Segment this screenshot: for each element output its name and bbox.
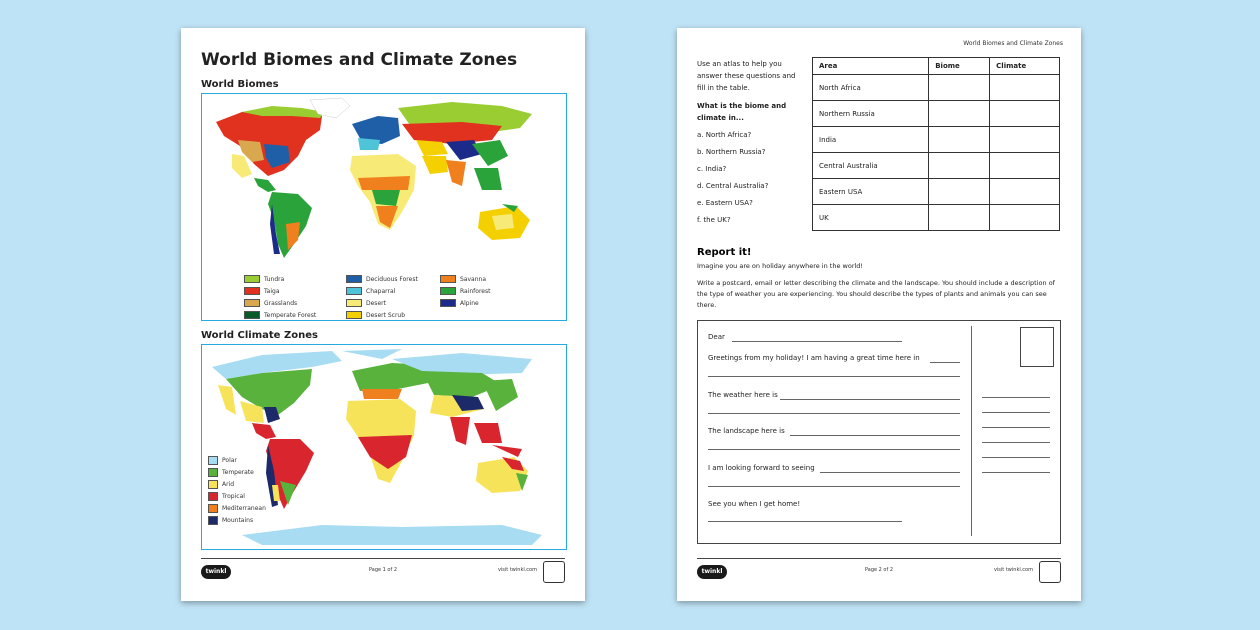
running-head: World Biomes and Climate Zones bbox=[963, 40, 1063, 47]
questions-block bbox=[697, 58, 797, 226]
biome-cell[interactable] bbox=[929, 205, 990, 231]
see-you-line: See you when I get home! bbox=[708, 500, 801, 508]
twinkl-logo: twinkl bbox=[201, 565, 231, 579]
legend-item-rainforest: Rainforest bbox=[440, 287, 490, 295]
legend-item-temperate: Temperate bbox=[208, 468, 254, 477]
legend-item-grasslands: Grasslands bbox=[244, 299, 297, 307]
table-row bbox=[813, 127, 1060, 153]
biomes-map-panel bbox=[201, 93, 567, 321]
biomes-heading: World Biomes bbox=[201, 79, 279, 90]
page-footer bbox=[201, 558, 565, 589]
climate-cell[interactable] bbox=[990, 179, 1060, 205]
stamp-box bbox=[1020, 327, 1054, 367]
quality-badge-icon bbox=[543, 561, 565, 583]
postcard bbox=[697, 320, 1061, 544]
legend-item-alpine: Alpine bbox=[440, 299, 479, 307]
legend-item-taiga: Taiga bbox=[244, 287, 280, 295]
worksheet-page-1 bbox=[181, 28, 585, 601]
legend-item-mediterranean: Mediterranean bbox=[208, 504, 266, 513]
report-heading: Report it! bbox=[697, 247, 752, 258]
climate-cell[interactable] bbox=[990, 153, 1060, 179]
report-intro: Imagine you are on holiday anywhere in the world! bbox=[697, 262, 864, 270]
biome-cell[interactable] bbox=[929, 153, 990, 179]
page-footer bbox=[697, 558, 1061, 589]
address-line[interactable] bbox=[982, 442, 1050, 443]
forward-line: I am looking forward to seeing bbox=[708, 464, 815, 472]
climate-cell[interactable] bbox=[990, 75, 1060, 101]
write-line[interactable] bbox=[732, 341, 902, 342]
address-line[interactable] bbox=[982, 472, 1050, 473]
area-cell: India bbox=[813, 127, 929, 153]
write-line[interactable] bbox=[820, 472, 960, 473]
write-line[interactable] bbox=[780, 399, 960, 400]
quality-badge-icon bbox=[1039, 561, 1061, 583]
question-item: b. Northern Russia? bbox=[697, 148, 766, 156]
worksheet-page-2 bbox=[677, 28, 1081, 601]
area-table bbox=[812, 57, 1060, 231]
climate-cell[interactable] bbox=[990, 127, 1060, 153]
question-item: d. Central Australia? bbox=[697, 182, 769, 190]
area-cell: Eastern USA bbox=[813, 179, 929, 205]
page-number: Page 1 of 2 bbox=[368, 567, 398, 573]
question-item: c. India? bbox=[697, 165, 727, 173]
visit-link[interactable]: visit twinkl.com bbox=[993, 567, 1033, 573]
address-line[interactable] bbox=[982, 397, 1050, 398]
area-cell: Northern Russia bbox=[813, 101, 929, 127]
climate-cell[interactable] bbox=[990, 101, 1060, 127]
table-header-row bbox=[813, 58, 1060, 75]
column-header: Climate bbox=[990, 58, 1060, 75]
legend-item-arid: Arid bbox=[208, 480, 234, 489]
legend-item-desert-scrub: Desert Scrub bbox=[346, 311, 405, 319]
legend-item-desert: Desert bbox=[346, 299, 386, 307]
table-row bbox=[813, 153, 1060, 179]
area-cell: UK bbox=[813, 205, 929, 231]
question-prompt: What is the biome and climate in... bbox=[697, 102, 787, 122]
write-line[interactable] bbox=[708, 486, 960, 487]
dear-line: Dear bbox=[708, 333, 725, 341]
legend-item-deciduous-forest: Deciduous Forest bbox=[346, 275, 418, 283]
legend-item-tropical: Tropical bbox=[208, 492, 245, 501]
address-line[interactable] bbox=[982, 427, 1050, 428]
write-line[interactable] bbox=[708, 521, 902, 522]
table-row bbox=[813, 179, 1060, 205]
question-item: e. Eastern USA? bbox=[697, 199, 753, 207]
landscape-line: The landscape here is bbox=[708, 427, 785, 435]
question-item: f. the UK? bbox=[697, 216, 731, 224]
area-cell: North Africa bbox=[813, 75, 929, 101]
report-instructions: Write a postcard, email or letter describing the climate and the landscape. You should include a description of the type of weather you are experiencing. You should describe the types of plants and animals you can see there. bbox=[697, 279, 1055, 309]
table-row bbox=[813, 101, 1060, 127]
page-title: World Biomes and Climate Zones bbox=[201, 50, 518, 70]
greetings-line: Greetings from my holiday! I am having a great time here in bbox=[708, 354, 920, 362]
twinkl-logo: twinkl bbox=[697, 565, 727, 579]
biome-cell[interactable] bbox=[929, 101, 990, 127]
climate-heading: World Climate Zones bbox=[201, 330, 318, 341]
address-line[interactable] bbox=[982, 412, 1050, 413]
question-item: a. North Africa? bbox=[697, 131, 752, 139]
postcard-divider bbox=[971, 326, 972, 536]
write-line[interactable] bbox=[790, 435, 960, 436]
legend-item-mountains: Mountains bbox=[208, 516, 253, 525]
write-line[interactable] bbox=[930, 362, 960, 363]
biome-cell[interactable] bbox=[929, 179, 990, 205]
weather-line: The weather here is bbox=[708, 391, 778, 399]
biome-cell[interactable] bbox=[929, 127, 990, 153]
legend-item-tundra: Tundra bbox=[244, 275, 284, 283]
page-number: Page 2 of 2 bbox=[864, 567, 894, 573]
visit-link[interactable]: visit twinkl.com bbox=[497, 567, 537, 573]
climate-world-map bbox=[202, 345, 566, 549]
write-line[interactable] bbox=[708, 376, 960, 377]
write-line[interactable] bbox=[708, 449, 960, 450]
table-row bbox=[813, 75, 1060, 101]
biome-cell[interactable] bbox=[929, 75, 990, 101]
area-cell: Central Australia bbox=[813, 153, 929, 179]
column-header: Biome bbox=[929, 58, 990, 75]
legend-item-polar: Polar bbox=[208, 456, 237, 465]
write-line[interactable] bbox=[708, 413, 960, 414]
legend-item-chaparral: Chaparral bbox=[346, 287, 395, 295]
address-line[interactable] bbox=[982, 457, 1050, 458]
legend-item-savanna: Savanna bbox=[440, 275, 486, 283]
biomes-world-map bbox=[202, 94, 566, 264]
climate-cell[interactable] bbox=[990, 205, 1060, 231]
legend-item-temperate-forest: Temperate Forest bbox=[244, 311, 316, 319]
column-header: Area bbox=[813, 58, 929, 75]
intro-text: Use an atlas to help you answer these questions and fill in the table. bbox=[697, 60, 796, 92]
table-row bbox=[813, 205, 1060, 231]
climate-map-panel bbox=[201, 344, 567, 550]
